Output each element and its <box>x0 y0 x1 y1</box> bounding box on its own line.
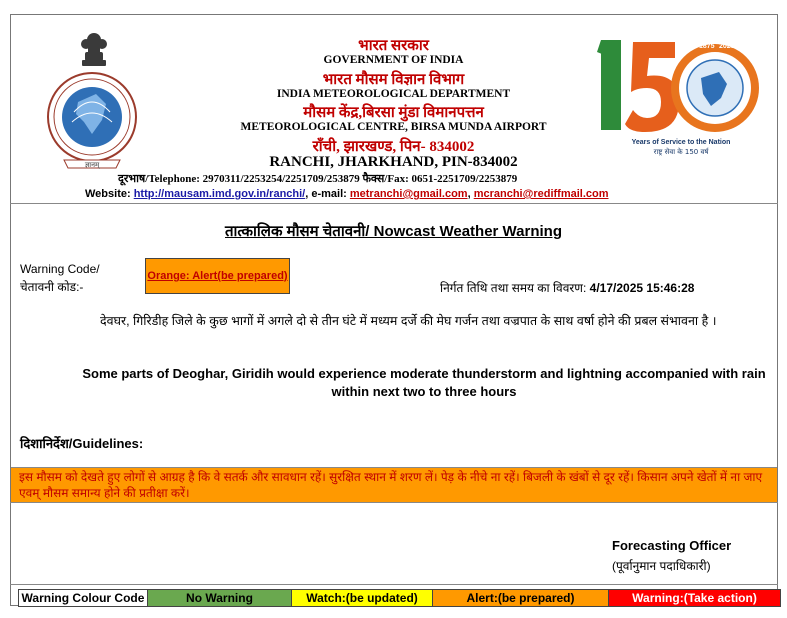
warning-code-label <box>20 260 100 296</box>
guidelines-text: इस मौसम को देखते हुए लोगों से आग्रह है कि वे सतर्क और सावधान रहें। सुरक्षित स्थान में शरण लें। पेड़ के नीचे ना रहें। बिजली के खंबों से दूर रहें। किसान अपने खेतों में ना जाए एवम् मौसम समान्य होने की प्रतीक्षा करें। <box>11 467 777 503</box>
forecasting-officer-title: Forecasting Officer <box>612 538 732 553</box>
legend-watch: Watch:(be updated) <box>291 590 432 606</box>
guidelines-label: दिशानिर्देश/Guidelines: <box>20 436 144 451</box>
warning-code-label-hi: चेतावनी कोड:- <box>20 280 84 294</box>
legend-no-warning: No Warning <box>147 590 291 606</box>
warning-message-english: Some parts of Deoghar, Giridih would experience moderate thunderstorm and lightning accompanied with rain within next two to three hours <box>82 366 766 399</box>
footer-divider <box>10 584 778 585</box>
contact-line: दूरभाष/Telephone: 2970311/2253254/2251709/253879 फैक्स/Fax: 0651-2251709/2253879 <box>118 173 518 185</box>
left-logo-banner-text: ज्ञानम् <box>84 161 100 169</box>
legend-label: Warning Colour Code <box>19 590 147 606</box>
header-govt-english: GOVERNMENT OF INDIA <box>323 54 464 66</box>
website-line <box>85 188 609 200</box>
email-separator: , <box>467 188 474 200</box>
logo-tagline: Years of Service to the Nation <box>631 139 731 146</box>
warning-colour-legend <box>18 589 781 607</box>
header-govt-hindi: भारत सरकार <box>358 38 429 54</box>
header-city-english: RANCHI, JHARKHAND, PIN-834002 <box>269 154 518 170</box>
page-title: तात्कालिक मौसम चेतावनी/ Nowcast Weather Warning <box>225 223 562 240</box>
website-label: Website: <box>85 188 134 200</box>
warning-code-label-en: Warning Code/ <box>20 262 100 276</box>
warning-message-hindi: देवघर, गिरिडीह जिले के कुछ भागों में अगले दो से तीन घंटे में मध्यम दर्जे की मेघ गर्जन तथा वज्रपात के साथ वर्षा होने की प्रबल संभावना है । <box>100 314 717 328</box>
issue-datetime-label: निर्गत तिथि तथा समय का विवरण: <box>440 281 587 295</box>
issue-datetime <box>440 279 694 296</box>
header-imd-english: INDIA METEOROLOGICAL DEPARTMENT <box>276 88 511 100</box>
header-centre-hindi: मौसम केंद्र,बिरसा मुंडा विमानपत्तन <box>303 105 484 121</box>
issue-datetime-value: 4/17/2025 15:46:28 <box>589 281 695 295</box>
email-label: , e-mail: <box>305 188 350 200</box>
header-centre-english: METEOROLOGICAL CENTRE, BIRSA MUNDA AIRPORT <box>240 121 547 133</box>
warning-code-badge: Orange: Alert(be prepared) <box>145 258 290 294</box>
website-link[interactable]: http://mausam.imd.gov.in/ranchi/ <box>133 188 306 200</box>
header-divider <box>10 203 778 204</box>
legend-warning: Warning:(Take action) <box>608 590 780 606</box>
logo-tagline-hindi: राष्ट्र सेवा के 150 वर्ष <box>653 148 709 156</box>
email-link-1[interactable]: metranchi@gmail.com <box>349 188 468 200</box>
email-link-2[interactable]: mcranchi@rediffmail.com <box>473 188 609 200</box>
logo-year-end: 2025 <box>719 43 735 50</box>
header-city-hindi: राँची, झारखण्ड, पिन- 834002 <box>312 139 475 155</box>
legend-alert: Alert:(be prepared) <box>432 590 608 606</box>
logo-year-start: 1875 <box>699 43 715 50</box>
forecasting-officer-title-hindi: (पूर्वानुमान पदाधिकारी) <box>612 559 711 573</box>
header-imd-hindi: भारत मौसम विज्ञान विभाग <box>322 72 465 88</box>
